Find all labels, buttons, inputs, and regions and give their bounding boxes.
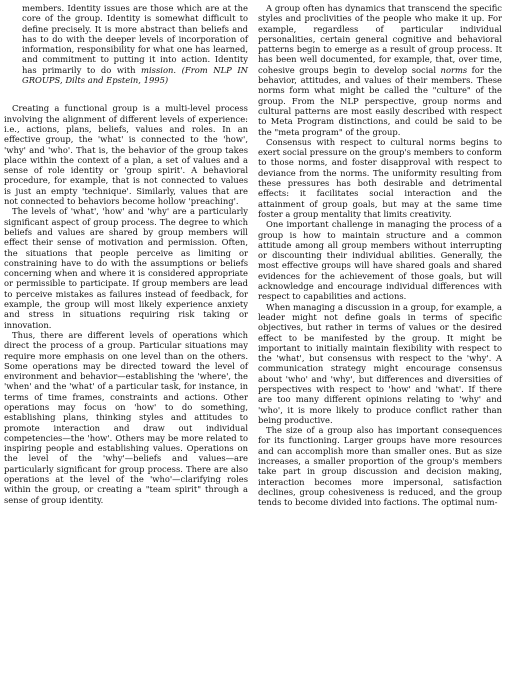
paragraph: Creating a functional group is a multi-level process involving the alignment of different levels of experience: i.e., actions, plans, beliefs, values and roles. In an effective group, the 'what' is connected to the 'how', 'why' and 'who'. That is, the behavior of the group takes place within the context of a plan, a set of values and a sense of role identity or 'group spirit'. A behavioral procedure, for example, that is not connected to values is just an empty 'technique'. Similarly, values that are not connected to behaviors become hollow 'preaching'. <box>4 103 248 207</box>
paragraph-italic-word: norms <box>440 64 468 75</box>
paragraph: The levels of 'what', 'how' and 'why' are a particularly significant aspect of group process. The degree to which beliefs and values are shared by group members will effect their sense of motivation and permission. Often, the situations that people perceive as limiting or constraining have to do with the assumptions or beliefs concerning when and where it is considered appropriate or permissible to participate. If group members are lead to perceive mistakes as failures instead of feedback, for example, the group will most likely experience anxiety and stress in situations requiring risk taking or innovation. <box>4 206 248 330</box>
paragraph: The size of a group also has important consequences for its functioning. Larger groups have more resources and can accomplish more than smaller ones. But as size increases, a smaller proportion of the group's members take part in group discussion and decision making, interaction becomes more impersonal, satisfaction declines, group cohesiveness is reduced, and the group tends to become divided into factions. The optimal num- <box>258 425 502 508</box>
paragraph-text: A group often has dynamics that transcend the specific styles and proclivities of the people who make it up. For example, regardless of particular individual personalities, certain general cognitive and behavioral patterns begin to emerge as a result of group process. It has been well documented, for example, that, over time, cohesive groups begin to develop social <box>258 3 502 75</box>
left-column <box>4 3 248 505</box>
paragraph: Consensus with respect to cultural norms begins to exert social pressure on the group's members to conform to those norms, and foster disapproval with respect to deviance from the norms. The uniformity resulting from these pressures has both desirable and detrimental effects: it facilitates social interaction and the attainment of group goals, but may at the same time foster a group mentality that limits creativity. <box>258 136 502 219</box>
paragraph-text: for the behavior, attitudes, and values of their members. These norms form what might be called the "culture" of the group. From the NLP perspective, group norms and cultural patterns are most easily described with respect to Meta Program distinctions, and could be said to be the "meta program" of the group. <box>258 64 502 137</box>
quote-italic-word: mission. <box>141 64 177 75</box>
paragraph: One important challenge in managing the process of a group is how to maintain structure and a common attitude among all group members without interrupting or discounting their individual abilities. Generally, the most effective groups will have shared goals and shared evidences for the achievement of those goals, but will acknowledge and encourage individual differences with respect to capabilities and actions. <box>258 219 502 302</box>
quote-citation: (From NLP IN GROUPS, Dilts and Epstein, 1995) <box>22 64 248 86</box>
paragraph <box>258 3 502 137</box>
quote-block <box>4 3 248 85</box>
paragraph: Thus, there are different levels of operations which direct the process of a group. Particular situations may require more emphasis on one level than on the others. Some operations may be directed toward the level of environment and behavior—establishing the 'where', the 'when' and the 'what' of a particular task, for instance, in terms of time frames, constraints and actions. Other operations may focus on 'how' to do something, establishing plans, thinking styles and attitudes to promote interaction and draw out individual competencies—the 'how'. Others may be more related to inspiring people and establishing values. Operations on the level of the 'why'—beliefs and values—are particularly significant for group process. There are also operations at the level of the 'who'—clarifying roles within the group, or creating a "team spirit" through a sense of group identity. <box>4 329 248 505</box>
paragraph: When managing a discussion in a group, for example, a leader might not define goals in terms of specific objectives, but rather in terms of values or the desired effect to be manifested by the group. It might be important to initially maintain flexibility with respect to the 'what', but consensus with respect to the 'why'. A communication strategy might encourage consensus about 'who' and 'why', but differences and diversities of perspectives with respect to 'how' and 'what'. If there are too many different opinions relating to 'why' and 'who', it is more likely to produce conflict rather than being productive. <box>258 301 502 425</box>
quote-text: members. Identity issues are those which are at the core of the group. Identity is somewhat difficult to define precisely. It is more abstract than beliefs and has to do with the deeper levels of incorporation of information, responsibility for what one has learned, and commitment to putting it into action. Identity has primarily to do with <box>22 3 248 75</box>
right-column <box>258 3 502 508</box>
